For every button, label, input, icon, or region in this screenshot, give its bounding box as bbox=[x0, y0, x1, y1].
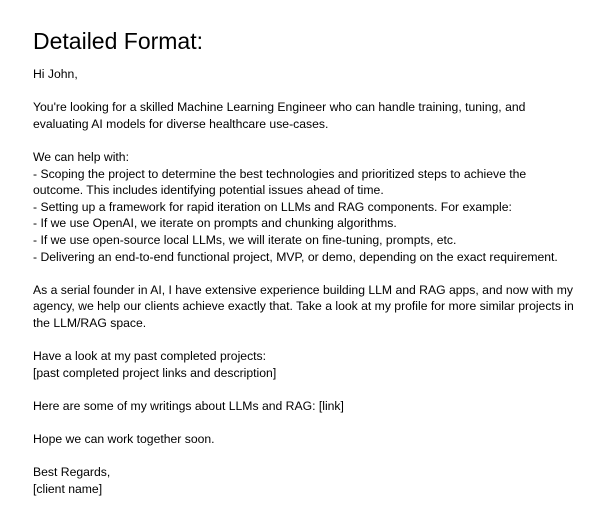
experience-line-3: the LLM/RAG space. bbox=[33, 315, 147, 330]
signoff-line: Best Regards, bbox=[33, 465, 111, 480]
experience-line-2: agency, we help our clients achieve exactly that. Take a look at my profile for more similar projects in bbox=[33, 299, 574, 314]
services-item-delivery: - Delivering an end-to-end functional project, MVP, or demo, depending on the exact requirement. bbox=[33, 249, 558, 264]
greeting-line: Hi John, bbox=[33, 67, 78, 81]
document bbox=[33, 28, 599, 514]
services-item-openai: - If we use OpenAI, we iterate on prompts and chunking algorithms. bbox=[33, 216, 397, 231]
services-heading-line: We can help with: bbox=[33, 149, 129, 164]
intro-line-1: You're looking for a skilled Machine Learning Engineer who can handle training, tuning, and bbox=[33, 100, 526, 115]
projects-placeholder-line: [past completed project links and description] bbox=[33, 365, 277, 380]
greeting-paragraph bbox=[33, 66, 599, 83]
experience-line-1: As a serial founder in AI, I have extensive experience building LLM and RAG apps, and now with my bbox=[33, 282, 573, 297]
document-title: Detailed Format: bbox=[33, 28, 204, 54]
services-item-scoping: - Scoping the project to determine the best technologies and prioritized steps to achieve the bbox=[33, 166, 527, 181]
intro-line-2: evaluating AI models for diverse healthcare use-cases. bbox=[33, 116, 329, 131]
signature-paragraph bbox=[33, 464, 599, 497]
projects-paragraph bbox=[33, 348, 599, 381]
services-item-scoping-cont: outcome. This includes identifying potential issues ahead of time. bbox=[33, 183, 384, 198]
intro-paragraph bbox=[33, 99, 599, 132]
services-item-framework: - Setting up a framework for rapid iteration on LLMs and RAG components. For example: bbox=[33, 199, 512, 214]
experience-paragraph bbox=[33, 282, 599, 332]
projects-line-1: Have a look at my past completed projects: bbox=[33, 349, 267, 364]
services-paragraph bbox=[33, 149, 599, 265]
client-name-placeholder: [client name] bbox=[33, 481, 103, 496]
services-item-local-llms: - If we use open-source local LLMs, we will iterate on fine-tuning, prompts, etc. bbox=[33, 232, 457, 247]
closing-paragraph bbox=[33, 431, 599, 448]
writings-line: Here are some of my writings about LLMs and RAG: [link] bbox=[33, 398, 344, 413]
closing-line: Hope we can work together soon. bbox=[33, 432, 215, 447]
writings-paragraph bbox=[33, 398, 599, 415]
